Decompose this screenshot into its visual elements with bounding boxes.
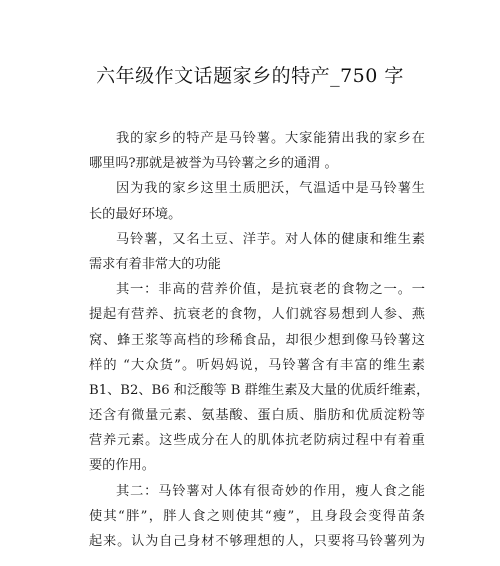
text-line: 哪里吗?那就是被誉为马铃薯之乡的通渭 。 bbox=[89, 156, 338, 172]
text-line: 长的最好环境。 bbox=[89, 206, 182, 222]
paragraph bbox=[89, 277, 430, 479]
paragraph bbox=[89, 479, 425, 555]
paragraph bbox=[89, 176, 425, 226]
text-line: 要的作用。 bbox=[89, 458, 155, 474]
text-line: 其二：马铃薯对人体有很奇妙的作用，瘦人食之能 bbox=[116, 483, 425, 499]
document-body bbox=[89, 126, 430, 554]
text-line: B1、B2、B6 和泛酸等 B 群维生素及大量的优质纤维素， bbox=[89, 382, 430, 398]
text-line: 起来。认为自己身材不够理想的人，只要将马铃薯列为 bbox=[89, 534, 425, 549]
text-line: 使其“胖”，胖人食之则使其“瘦”，且身段会变得苗条 bbox=[89, 508, 425, 524]
paragraph bbox=[89, 126, 425, 176]
paragraph bbox=[89, 227, 425, 277]
text-line: 因为我的家乡这里土质肥沃，气温适中是马铃薯生 bbox=[116, 181, 425, 197]
text-line: 样的 “大众货”。听妈妈说，马铃薯含有丰富的维生素 bbox=[89, 357, 425, 373]
text-line: 窝、蜂王浆等高档的珍稀食品，却很少想到像马铃薯这 bbox=[89, 332, 425, 348]
text-line: 其一：非高的营养价值，是抗衰老的食物之一。一 bbox=[116, 282, 425, 298]
text-line: 提起有营养、抗衰老的食物，人们就容易想到人参、燕 bbox=[89, 307, 425, 323]
text-line: 需求有着非常大的功能 bbox=[89, 256, 221, 272]
text-line: 我的家乡的特产是马铃薯。大家能猜出我的家乡在 bbox=[116, 131, 425, 146]
text-line: 营养元素。这些成分在人的肌体抗老防病过程中有着重 bbox=[89, 433, 425, 449]
text-line: 还含有微量元素、氨基酸、蛋白质、脂肪和优质淀粉等 bbox=[89, 408, 425, 424]
text-line: 马铃薯，又名土豆、洋芋。对人体的健康和维生素 bbox=[116, 231, 425, 247]
document-title: 六年级作文话题家乡的特产_750 字 bbox=[96, 65, 404, 87]
